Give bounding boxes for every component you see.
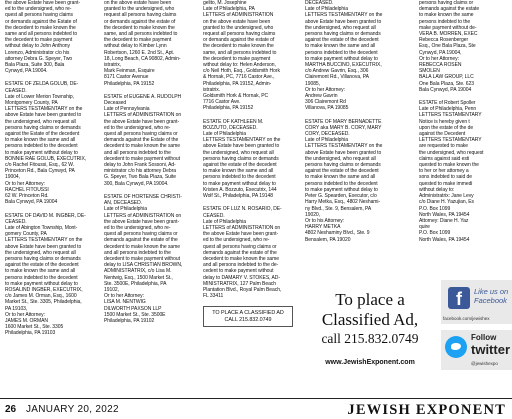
notice-line: ESTATE OF DAVID M. INGBER, DE- [5, 212, 86, 219]
notice-line: JAMES M. ORMAN [5, 317, 48, 324]
notice-line: or demands against the estate of [203, 37, 275, 44]
notice-line: LETTERS of ADMINISTRATION on [104, 112, 182, 119]
notice-line: REBECCA ROSEN [419, 62, 462, 69]
notice-line: Lorenzo, Administrator c/o his [5, 49, 70, 56]
notice-line: ESTATE OF KATHLEEN M. [203, 118, 264, 125]
legal-notice [203, 119, 293, 200]
notice-line: VERA B. MORREN, EXEC [419, 31, 478, 38]
notice-line: Mark Feinman, Esquire [104, 68, 155, 75]
notice-line: ADMINISTRATRIX, c/o Lisa M. [104, 268, 172, 275]
notice-line: without delay to: [419, 186, 455, 193]
notice-line: ESTATE of EUGENE A. RUDOLPH [104, 93, 182, 100]
notice-line: decedent to make payment without [104, 255, 180, 262]
notice-line: & Hornak, PC, 7716 Castor Ave., [203, 74, 275, 81]
notice-line: Or to her Attorney: [104, 293, 144, 300]
notice-line: attorney Debra G. Speyer, Two [5, 55, 73, 62]
notice-line: persons having claims or demands [5, 124, 81, 131]
notice-line: LISA M. NENTWIG [104, 299, 146, 306]
notice-line: ESTATE OF LUZ N. ROSARIO, DE- [203, 206, 282, 213]
notice-line: AN, DECEASED. [104, 200, 142, 207]
notice-line: decedent to make known the same [203, 255, 279, 262]
notice-line: persons indebted to the decedent [305, 180, 378, 187]
notice-line: persons indebted to the [419, 18, 471, 25]
notice-line: 306 Clairemont Rd [305, 99, 346, 106]
notice-line: Philadelphia, PA 19152 [203, 105, 254, 112]
notice-line: delay to John Frank Sossoni, Ad- [104, 162, 176, 169]
notice-line: 1600 Market St., Ste. 3305 [5, 324, 64, 331]
promo-phone: call 215.832.0749 [321, 331, 419, 346]
notice-line: North Wales, PA 19454 [419, 236, 470, 243]
notice-line: CEASED. [203, 212, 225, 219]
notice-line: Bala Cynwyd, PA 19004 [5, 199, 58, 206]
notice-line: sons indebted to said de [419, 174, 473, 181]
notice-line: quest all persons having claims or [104, 131, 178, 138]
legal-notice [305, 0, 396, 112]
legal-notice [104, 0, 193, 87]
notice-line: granted to the undersigned, who [104, 6, 175, 13]
notice-line: Villanova, PA 19085 [305, 105, 349, 112]
notice-line: Or to her Attorney: [5, 311, 45, 318]
notice-line: granted to the undersigned, who [203, 24, 274, 31]
notice-line: quested to make immedi [419, 180, 473, 187]
notice-line: CEASED. [5, 87, 27, 94]
legal-notice [203, 206, 293, 299]
notice-line: to make payment without delay to [5, 280, 78, 287]
notice-line: c/o James M. Orman, Esq., 1600 [5, 293, 77, 300]
notice-line: Ste. 3500E, Philadelphia, PA [104, 280, 167, 287]
notice-line: Rebecca Rosenberger [419, 37, 469, 44]
notice-line: BONNIE RAE GOLUB, EXECUTRIX, [5, 155, 87, 162]
issue-date: JANUARY 20, 2022 [26, 404, 119, 415]
notice-line: without delay to: Helen Anderson, [203, 62, 276, 69]
notice-line: ny Blvd., Ste. 9, Bensalem, PA [305, 205, 372, 212]
notice-line: quire [419, 224, 430, 231]
notice-line: cedent to make payment without [203, 268, 274, 275]
legal-notice [104, 94, 193, 187]
notice-line: delay to DAMARY V. STOKES, AD- [203, 274, 280, 281]
notice-line: to her or her attorney a [419, 168, 469, 175]
notice-line: persons indebted to the decedent [5, 274, 78, 281]
facebook-url: facebook.com/jewishex [443, 316, 490, 321]
notice-line: G. Speyer, Two Bala Plaza, Suite [104, 174, 176, 181]
notice-line: persons having claims or demands [203, 155, 279, 162]
notice-line: MARTHA BUCCINO, EXECUTRIX, [305, 62, 382, 69]
notice-line: Late of Philadelphia [203, 131, 246, 138]
notice-line: quest all persons having claims or [203, 243, 277, 250]
notice-line: 19004, [5, 174, 20, 181]
notice-line: LETTERS of ADMINISTRATION on [203, 224, 281, 231]
notice-line: Attorney: Diane H. Yaz [419, 217, 469, 224]
notice-line: FL 33411 [203, 293, 224, 300]
notice-line: above Estate have been granted to [203, 143, 280, 150]
notice-line: against the Decedent [419, 131, 466, 138]
facebook-icon: f [448, 287, 470, 309]
notice-line: demands against the estate of the [203, 249, 277, 256]
classified-box-line2: CALL 215.832.0749 [224, 316, 272, 323]
notice-line: Deceased [104, 100, 127, 107]
notice-line: ESTATE OF MARY BERNADETTE [305, 118, 382, 125]
notice-line: CORY, DECEASED. [305, 131, 350, 138]
notice-line: against the estate of the decedent [5, 262, 79, 269]
notice-line: c/o Andrew Gavrin, Esq., 306 [305, 68, 369, 75]
notice-line: LETTERS TESTAMENTARY on the [203, 137, 281, 144]
notice-line: 62 W. Princeton Rd. [5, 193, 49, 200]
facebook-like-box[interactable] [441, 280, 512, 324]
notice-line: 1500 Market St., Ste. 3500E [104, 311, 166, 318]
notice-line: Late of Philadelphia [305, 137, 348, 144]
legal-notice [419, 100, 512, 243]
notice-line: to make payment without delay to [203, 180, 276, 187]
notice-line: istratrix, [104, 62, 122, 69]
notice-line: persons indebted to the decedent [5, 143, 78, 150]
notice-line: PA 19103, [5, 305, 28, 312]
notice-line: the undersigned, who request all [5, 118, 76, 125]
notice-line: same, and all persons indebted to [203, 49, 277, 56]
notice-line: istratrix. [203, 86, 221, 93]
notice-line: ESTATE OF HORTENSE CHRISTI- [104, 193, 182, 200]
notice-line: Or to his Attorney: [305, 217, 345, 224]
notice-line: 4802 Neshaminy Blvd., Ste. 9 [305, 230, 370, 237]
notice-line: decedent to make known the same [104, 243, 180, 250]
notice-line: 18, Long Beach, CA 90802, Admin- [104, 55, 181, 62]
notice-line: or demands against the estate of [104, 18, 176, 25]
notice-line: Late of Abington Township, Mont- [5, 224, 78, 231]
classified-box-line1: TO PLACE A CLASSIFIED AD [212, 310, 284, 317]
notice-line: make payment without de- [419, 24, 477, 31]
notice-line: to make known the same and all [5, 137, 76, 144]
notice-line: ed to the undersigned, who re- [104, 124, 171, 131]
notice-line: Cynwyd, PA 19004, [419, 49, 462, 56]
notice-line: DILWORTH PAXSON LLP [104, 305, 162, 312]
notice-line: are requested to make [419, 143, 468, 150]
notice-line: Or to her Attorney: [305, 86, 345, 93]
notice-line: on the above estate have been [203, 18, 271, 25]
legal-notice [104, 194, 193, 324]
classified-ad-promo [305, 290, 435, 366]
notice-line: the above Estate have been grant- [104, 118, 180, 125]
column-1 [5, 0, 96, 344]
notice-line: ministrator c/o his attorney Debra [104, 168, 176, 175]
notice-line: above Estate have been granted to [5, 112, 82, 119]
column-3 [203, 0, 293, 327]
twitter-bird-icon [445, 336, 467, 358]
notice-line: the decedent to make known the [5, 24, 76, 31]
notice-line: Philadelphia, PA 19152, Admin- [203, 80, 272, 87]
page-footer [0, 400, 512, 418]
notice-line: LETTERS TESTAMENTARY on the [5, 237, 83, 244]
notice-line: above Estate have been granted to [305, 149, 382, 156]
notice-line: the above Estate have been grant- [203, 231, 279, 238]
notice-line: Princeton Rd., Bala Cynwyd, PA [5, 168, 75, 175]
legal-notice [5, 81, 96, 205]
page-number: 26 [5, 404, 17, 415]
notice-line: Esq., One Bala Plaza, Ste [419, 43, 476, 50]
notice-line: gelito, M. Josephine [203, 0, 247, 6]
notice-line: P.O. Box 1099 [419, 205, 451, 212]
notice-line: BOZZUTO, DECEASED. [203, 124, 258, 131]
promo-line1: To place a [335, 290, 405, 309]
notice-line: quest all persons having claims or [104, 231, 178, 238]
notice-line: without delay to Kimber Lynn [104, 43, 167, 50]
notice-line: the decedent to make payment [104, 37, 172, 44]
legal-notice [419, 0, 512, 93]
notice-line: the decedent to make known the [203, 43, 274, 50]
notice-line: c/o Diane H. Yazujian, Es [419, 199, 474, 206]
notice-line: persons having claims or [419, 0, 474, 6]
notice-line: 8171 Castor Avenue [104, 74, 149, 81]
notice-line: ROSALIND INGBER, EXECUTRIX, [5, 286, 83, 293]
notice-line: the above Estate have been grant- [104, 218, 180, 225]
notice-line: Goldsmith Hork & Hornak, PC [203, 93, 269, 100]
classified-ad-box [203, 306, 293, 327]
notice-line: Late of Lower Merion Township, [5, 93, 75, 100]
notice-line: persons indebted to the decedent [203, 174, 276, 181]
notice-line: against the estate of the decedent [305, 168, 379, 175]
column-4 [305, 0, 396, 250]
notice-line: to make known the same and all [305, 43, 376, 50]
notice-line: Or to her Attorney: [419, 55, 459, 62]
notice-line: request all persons having claims [203, 31, 276, 38]
notice-line: Late of Pennsylvania [104, 106, 150, 113]
notice-line: Nentwig, Esq., 1500 Market St., [104, 274, 173, 281]
notice-line: Market St., Ste. 3305, Philadelphia, [5, 299, 82, 306]
legal-notice [305, 119, 396, 243]
notice-line: Robertson, 1260 E. 2nd St., Apt. [104, 49, 175, 56]
notice-line: HARRY METKA [305, 224, 341, 231]
notice-line: CORY aka MARY B. CORY, MARY [305, 124, 382, 131]
legal-notice [5, 0, 96, 74]
notice-line: CEASED. [5, 218, 27, 225]
notice-line: quest all persons having claims [5, 12, 73, 19]
notice-line: LETTERS of ADMINISTRATION [203, 12, 274, 19]
notice-line: request all persons having claims [104, 12, 177, 19]
notice-line: to make payment without delay to [305, 55, 378, 62]
notice-line: Cynwyd, PA 19004. [5, 68, 48, 75]
notice-line: One Bala Plaza, Ste. 623 [419, 80, 474, 87]
footer-rule [0, 398, 512, 399]
notice-line: to make payment without delay to [5, 149, 78, 156]
notice-line: gomery County, PA [5, 231, 47, 238]
column-5 [419, 0, 512, 250]
notice-line: persons having claims or demands [5, 255, 81, 262]
notice-line: Philadelphia, PA 19102 [104, 317, 155, 324]
notice-line: Philadelphia, PA 19103 [5, 330, 56, 337]
notice-line: Bala Plaza, Suite 300, Bala [5, 62, 65, 69]
notice-line: the decedent to make payment [5, 37, 73, 44]
notice-line: LETTERS TESTAMENTARY on the [305, 143, 383, 150]
notice-line: upon the estate of the de [419, 124, 474, 131]
notice-line: the undersigned, who request all [203, 149, 274, 156]
notice-line: Administratrix: Jane Levy [419, 193, 474, 200]
promo-url[interactable]: www.JewishExponent.com [325, 359, 415, 366]
notice-line: Clairemont Rd., Villanova, PA [305, 74, 369, 81]
notice-line: ed to the undersigned, who re- [203, 237, 270, 244]
notice-line: North Wales, PA 19454 [419, 211, 470, 218]
notice-line: LETTERS TESTAMENTARY on the [305, 12, 383, 19]
notice-line: BALA LAW GROUP, LLC [419, 74, 474, 81]
notice-line: 19085, [305, 80, 320, 87]
notice-line: Wolf St., Philadelphia, PA 19148 [203, 193, 273, 200]
notice-line: ed to the undersigned, who re- [104, 224, 171, 231]
promo-line2: Classified Ad, [321, 310, 419, 329]
notice-line: to make known the same [419, 12, 474, 19]
notice-line: same, and all persons indebted to [104, 31, 178, 38]
notice-line: claims against said esti [419, 155, 470, 162]
notice-line: DECEASED. [305, 0, 334, 6]
notice-line: 19020, [305, 211, 320, 218]
notice-line: against the Estate of the decedent [5, 131, 80, 138]
notice-line: above Estate have been granted to [305, 18, 382, 25]
notice-line: Late of Philadelphia, Penn [419, 106, 477, 113]
notice-line: to make payment without delay to [305, 186, 378, 193]
notice-line: Bensalem, PA 19020 [305, 236, 351, 243]
notice-line: LETTERS TESTAMENTARY on the [5, 106, 83, 113]
notice-line: Andrew Gavrin [305, 93, 338, 100]
notice-line: Harry Metka, Esq., 4802 Neshami- [305, 199, 381, 206]
notice-line: and all persons indebted to the de- [203, 262, 279, 269]
notice-line: Montgomery County, PA [5, 100, 58, 107]
notice-line: and all persons indebted to the [104, 249, 171, 256]
legal-notice [203, 0, 293, 112]
notice-line: 19102, [104, 286, 119, 293]
notice-line: against the estate of the decedent [305, 37, 379, 44]
notice-line: Peter G. Spearden, Executor, c/o [305, 193, 377, 200]
notice-line: the undersigned, who request all [305, 155, 376, 162]
notice-line: P.O. Box 1099 [419, 230, 451, 237]
notice-line: or demands against the Estate of [5, 18, 77, 25]
notice-line: LETTERS TESTAMENTARY [419, 137, 482, 144]
notice-line: decedent to make payment without [104, 155, 180, 162]
notice-line: MINISTRATRIX, 127 Palm Beach [203, 280, 276, 287]
notice-line: RACHEL FITOUSSI [5, 186, 49, 193]
legal-notice [5, 213, 96, 337]
notice-line: persons having claims or demands [305, 31, 381, 38]
notice-line: SMOLEN [419, 68, 440, 75]
notice-line: demands against the Estate of the [104, 137, 179, 144]
notice-line: without delay to John Anthony [5, 43, 70, 50]
twitter-handle: @jewishexpo [471, 361, 498, 366]
notice-line: demands against the estate [419, 6, 480, 13]
notice-line: Plantation Blvd., Royal Palm Beach, [203, 286, 282, 293]
notice-line: LETTERS TESTAMENTARY [419, 112, 482, 119]
notice-line: c/o Neil Hoth, Esq., Goldsmith Hork [203, 68, 280, 75]
notice-line: Late of Philadelphia, PA [203, 6, 255, 13]
notice-line: ESTATE of Robert Spoller [419, 100, 476, 107]
notice-line: to make known the same and all [203, 168, 274, 175]
notice-line: LETTERS of ADMINISTRATION on [104, 212, 182, 219]
notice-line: the undersigned, who request [419, 149, 484, 156]
notice-line: Late of Philadelphia [305, 6, 348, 13]
notice-line: Or to her Attorney: [5, 180, 45, 187]
twitter-follow-box[interactable] [441, 330, 512, 370]
notice-line: ESTATE OF ZELDA GOLUB, DE- [5, 81, 79, 88]
notice-line: the above Estate have been grant- [5, 0, 81, 6]
column-2 [104, 0, 193, 331]
notice-line: 7716 Castor Ave. [203, 99, 241, 106]
notice-line: c/o Rachel Fitoussi, Esq., 62 W. [5, 162, 74, 169]
notice-line: and all persons indebted to the [104, 149, 171, 156]
notice-line: Late of Philadelphia [104, 206, 147, 213]
notice-line: decedent to make known the same [104, 143, 180, 150]
notice-line: persons having claims or demands [305, 162, 381, 169]
notice-line: same and all persons indebted to [5, 31, 78, 38]
notice-line: to make known the same and all [5, 268, 76, 275]
notice-line: to make known the same and all [305, 174, 376, 181]
notice-line: on the above estate have been [104, 0, 172, 6]
notice-line: Kristen A. Bozzuto, Executrix, 144 [203, 186, 277, 193]
notice-line: quested to make known the [419, 162, 479, 169]
notice-line: the undersigned, who request all [305, 24, 376, 31]
notice-line: demands against the estate of the [104, 237, 178, 244]
notice-line: against the estate of the decedent [203, 162, 277, 169]
twitter-brand: twitter [471, 342, 510, 357]
notice-line: Notice is hereby given t [419, 118, 470, 125]
notice-line: Bala Cynwyd, PA 19004 [419, 86, 472, 93]
facebook-like-label: Like us on Facebook [474, 287, 509, 305]
notice-line: the decedent to make payment [203, 55, 271, 62]
notice-line: above Estate have been granted to [5, 243, 82, 250]
notice-line: the undersigned, who request all [5, 249, 76, 256]
twitter-follow-label: Follow [471, 333, 497, 342]
notice-line: 300, Bala Cynwyd, PA 19004. [104, 180, 169, 187]
masthead: JEWISH EXPONENT [347, 402, 506, 418]
notice-line: delay to LISA CHRISTIAN BROWN, [104, 262, 183, 269]
notice-line: persons indebted to the decedent [305, 49, 378, 56]
notice-line: Late of Philadelphia [203, 218, 246, 225]
notice-line: the decedent to make known the [104, 24, 175, 31]
notice-line: Philadelphia, PA 19152 [104, 80, 155, 87]
notice-line: ed to the undersigned, who re- [5, 6, 72, 13]
